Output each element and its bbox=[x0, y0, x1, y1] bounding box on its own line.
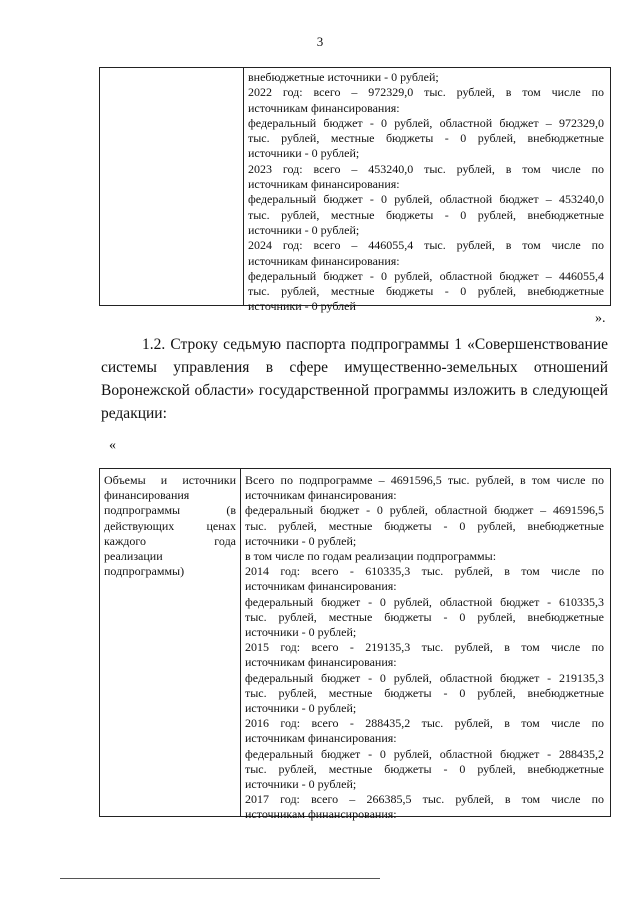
text-line: тыс. рублей, местные бюджеты - 0 рублей, внебюджетные bbox=[248, 131, 604, 146]
text-line: федеральный бюджет - 0 рублей, областной бюджет - 288435,2 bbox=[245, 746, 604, 761]
text-line: федеральный бюджет - 0 рублей, областной бюджет - 219135,3 bbox=[245, 670, 604, 685]
text-line: федеральный бюджет - 0 рублей, областной бюджет – 446055,4 bbox=[248, 268, 604, 283]
text-line: тыс. рублей, местные бюджеты - 0 рублей, внебюджетные bbox=[248, 207, 604, 222]
text-line: источники - 0 рублей; bbox=[245, 625, 357, 640]
text-line: источники - 0 рублей; bbox=[245, 533, 357, 548]
text-line: тыс. рублей, местные бюджеты - 0 рублей, внебюджетные bbox=[245, 761, 604, 776]
page-number: 3 bbox=[316, 34, 324, 49]
text-line: источникам финансирования: bbox=[248, 177, 400, 192]
text-line: 1.2. Строку седьмую паспорта подпрограммы 1 «Совершенствование bbox=[142, 336, 608, 353]
subprogram-funding-table bbox=[99, 468, 611, 822]
text-line: тыс. рублей, местные бюджеты - 0 рублей, внебюджетные bbox=[248, 284, 604, 299]
text-line: источники - 0 рублей bbox=[248, 299, 356, 314]
text-line: Объемы и источники bbox=[104, 473, 236, 487]
text-line: источникам финансирования: bbox=[245, 579, 397, 594]
text-line: подпрограммы) bbox=[104, 564, 185, 579]
text-line: источникам финансирования: bbox=[245, 488, 397, 503]
text-line: 2014 год: всего - 610335,3 тыс. рублей, в том числе по bbox=[245, 564, 604, 579]
text-line: источники - 0 рублей; bbox=[245, 701, 357, 716]
funding-table-continuation bbox=[99, 67, 611, 314]
text-line: источникам финансирования: bbox=[248, 100, 400, 115]
text-line: источникам финансирования: bbox=[245, 731, 397, 746]
text-line: федеральный бюджет - 0 рублей, областной бюджет – 4691596,5 bbox=[245, 503, 604, 518]
text-line: федеральный бюджет - 0 рублей, областной бюджет - 610335,3 bbox=[245, 594, 604, 609]
text-line: 2016 год: всего - 288435,2 тыс. рублей, в том числе по bbox=[245, 716, 604, 731]
text-line: финансирования bbox=[104, 488, 190, 503]
table-column-divider bbox=[243, 68, 244, 305]
text-line: тыс. рублей, местные бюджеты - 0 рублей, внебюджетные bbox=[245, 685, 604, 700]
text-line: источники - 0 рублей; bbox=[248, 222, 360, 237]
table-cell-funding-text bbox=[248, 70, 604, 315]
text-line: тыс. рублей, местные бюджеты - 0 рублей, внебюджетные bbox=[245, 518, 604, 533]
text-line: каждого года bbox=[104, 533, 236, 548]
text-line: редакции: bbox=[101, 405, 167, 422]
text-line: источники - 0 рублей; bbox=[245, 777, 357, 792]
closing-quote: ». bbox=[595, 311, 606, 326]
text-line: 2015 год: всего - 219135,3 тыс. рублей, в том числе по bbox=[245, 640, 604, 655]
text-line: в том числе по годам реализации подпрограммы: bbox=[245, 549, 497, 564]
text-line: Всего по подпрограмме – 4691596,5 тыс. рублей, в том числе по bbox=[245, 473, 604, 487]
table-column-divider bbox=[240, 469, 241, 816]
text-line: 2024 год: всего – 446055,4 тыс. рублей, в том числе по bbox=[248, 238, 604, 253]
text-line: 2023 год: всего – 453240,0 тыс. рублей, в том числе по bbox=[248, 161, 604, 176]
text-line: тыс. рублей, местные бюджеты - 0 рублей, внебюджетные bbox=[245, 609, 604, 624]
text-line: источники - 0 рублей; bbox=[248, 146, 360, 161]
text-line: реализации bbox=[104, 549, 163, 564]
table-cell-funding-text bbox=[245, 473, 604, 823]
amendment-paragraph bbox=[101, 333, 608, 425]
footer-divider bbox=[60, 878, 380, 879]
text-line: действующих ценах bbox=[104, 518, 236, 533]
text-line: источникам финансирования: bbox=[248, 253, 400, 268]
text-line: федеральный бюджет - 0 рублей, областной бюджет – 972329,0 bbox=[248, 115, 604, 130]
opening-quote: « bbox=[109, 438, 116, 453]
text-line: 2017 год: всего – 266385,5 тыс. рублей, в том числе по bbox=[245, 792, 604, 807]
text-line: Воронежской области» государственной программы изложить в следующей bbox=[101, 382, 608, 399]
text-line: подпрограммы (в bbox=[104, 503, 236, 518]
table-cell-row-label bbox=[104, 473, 236, 579]
text-line: источникам финансирования: bbox=[245, 655, 397, 670]
text-line: системы управления в сфере имущественно-земельных отношений bbox=[101, 359, 608, 376]
text-line: внебюджетные источники - 0 рублей; bbox=[248, 70, 439, 84]
text-line: 2022 год: всего – 972329,0 тыс. рублей, в том числе по bbox=[248, 85, 604, 100]
text-line: федеральный бюджет - 0 рублей, областной бюджет – 453240,0 bbox=[248, 192, 604, 207]
text-line: источникам финансирования: bbox=[245, 807, 397, 822]
